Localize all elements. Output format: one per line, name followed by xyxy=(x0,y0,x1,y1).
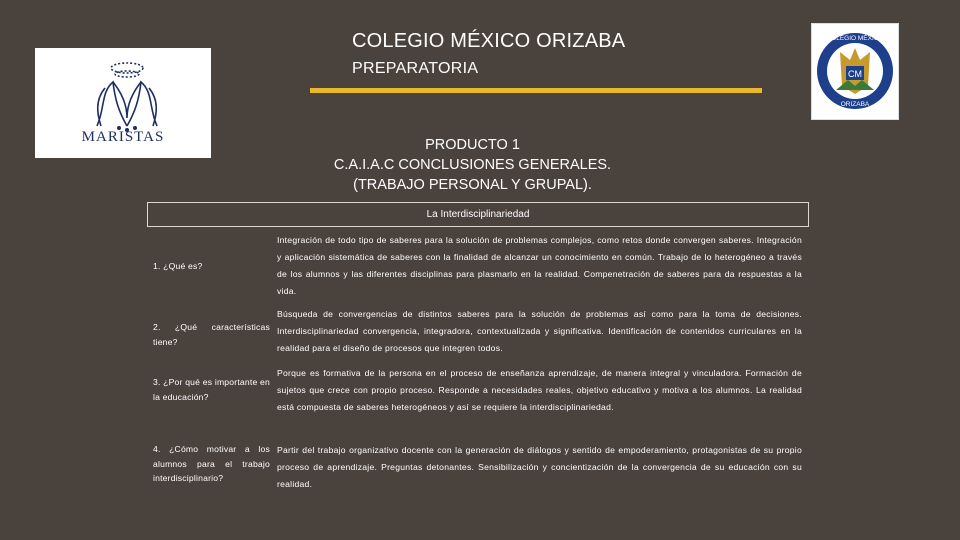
answer-cell: Porque es formativa de la persona en el proceso de enseñanza aprendizaje, de manera integral y vinculadora. Formación de sujetos que crece con propio proceso. Responde a necesidades reales, objetivo educativo y motiva a los alumnos. La realidad está compuesta de saberes heterogéneos y así se requiere la interdisciplinariedad. xyxy=(277,368,802,412)
maristas-wordmark: MARISTAS xyxy=(81,129,165,145)
interdisciplinarity-table xyxy=(147,202,809,500)
crest-icon xyxy=(812,24,898,119)
school-level: PREPARATORIA xyxy=(352,60,479,77)
question-cell: 3. ¿Por qué es importante en la educación? xyxy=(153,377,270,402)
product-name: C.A.I.A.C CONCLUSIONES GENERALES. xyxy=(333,157,612,173)
question-cell: 1. ¿Qué es? xyxy=(153,261,203,271)
product-number: PRODUCTO 1 xyxy=(425,137,520,153)
crest-initials: CM xyxy=(848,69,862,79)
table-row xyxy=(147,365,809,435)
answer-cell: Integración de todo tipo de saberes para la solución de problemas complejos, como retos donde convergen saberes. Integración y aplicación sistemática de saberes con la finalidad de alcanzar un conocimiento en común. Trabajo de lo heterogéneo a través de los alumnos y las diferentes disciplinas para plasmarlo en la realidad. Compenetración de saberes para da respuestas a la vida. xyxy=(277,235,802,296)
table-header: La Interdisciplinariedad xyxy=(147,202,809,227)
product-title-block xyxy=(300,135,645,195)
question-cell: 4. ¿Cómo motivar a los alumnos para el trabajo interdisciplinario? xyxy=(153,444,270,483)
crest-top-text: COLEGIO MÉXICO xyxy=(826,35,884,42)
maristas-logo xyxy=(35,48,211,158)
colegio-mexico-crest xyxy=(811,23,899,120)
title-divider xyxy=(310,88,762,93)
table-row xyxy=(147,306,809,358)
answer-cell: Búsqueda de convergencias de distintos saberes para la solución de problemas así como para la toma de decisiones. Interdisciplinariedad convergencia, integradora, contextualizada y significativa. Identificación de contenidos curriculares en la realidad para el diseño de procesos que integren todos. xyxy=(277,309,802,353)
school-name: COLEGIO MÉXICO ORIZABA xyxy=(352,30,626,52)
table-row xyxy=(147,232,809,302)
crest-bottom-text: ORIZABA xyxy=(840,101,870,108)
product-work-type: (TRABAJO PERSONAL Y GRUPAL). xyxy=(353,177,592,193)
table-row xyxy=(147,442,809,494)
question-cell: 2. ¿Qué características tiene? xyxy=(153,322,270,347)
answer-cell: Partir del trabajo organizativo docente con la generación de diálogos y sentido de empoderamiento, protagonistas de su propio proceso de aprendizaje. Preguntas detonantes. Sensibilización y concientización de la convergencia de su educación con su realidad. xyxy=(277,445,802,489)
